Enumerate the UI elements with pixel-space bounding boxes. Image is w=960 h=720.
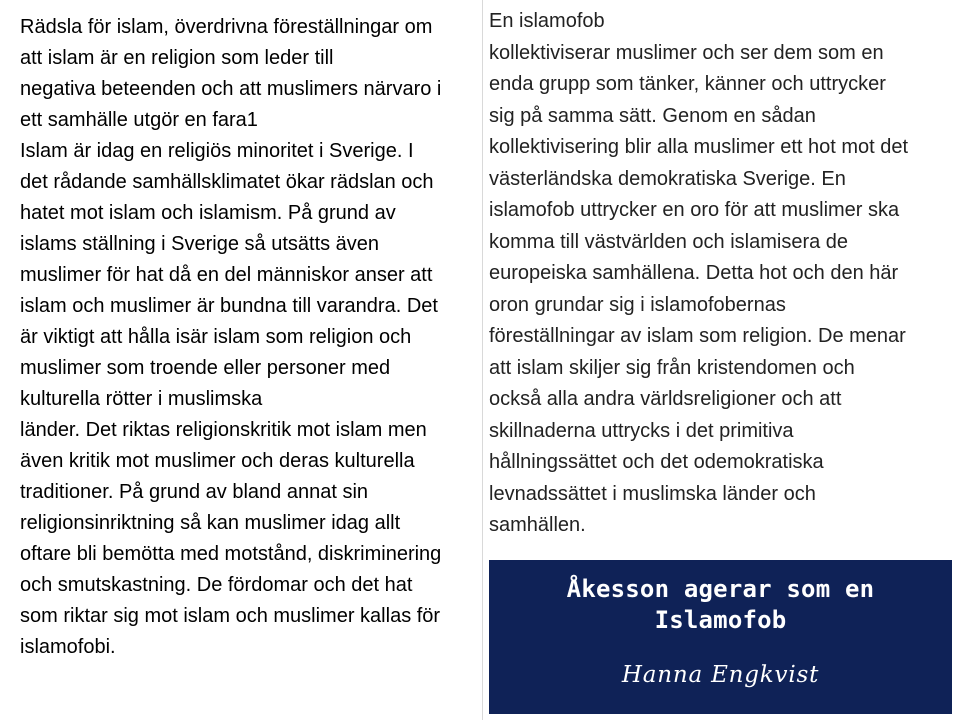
text-line: är viktigt att hålla isär islam som religion och — [20, 326, 412, 348]
text-line: muslimer som troende eller personer med — [20, 357, 391, 379]
text-line: länder. Det riktas religionskritik mot islam men — [20, 419, 427, 441]
text-line: hatet mot islam och islamism. På grund av — [20, 202, 396, 224]
right-text-column — [489, 6, 951, 542]
text-line: även kritik mot muslimer och deras kulturella — [20, 450, 415, 472]
presentation-title — [489, 574, 952, 636]
text-line: En islamofob — [489, 10, 605, 32]
text-line: hållningssättet och det odemokratiska — [489, 451, 824, 473]
text-line: och smutskastning. De fördomar och det hat — [20, 574, 413, 596]
text-line: islamofobi. — [20, 636, 116, 658]
text-line: det rådande samhällsklimatet ökar rädslan och — [20, 171, 434, 193]
text-line: som riktar sig mot islam och muslimer kallas för — [20, 605, 441, 627]
text-line: europeiska samhällena. Detta hot och den här — [489, 262, 899, 284]
text-line: muslimer för hat då en del människor anser att — [20, 264, 433, 286]
title-line: Åkesson agerar som en — [566, 575, 875, 603]
text-line: oftare bli bemötta med motstånd, diskriminering — [20, 543, 442, 565]
column-divider — [482, 0, 483, 720]
text-line: sig på samma sätt. Genom en sådan — [489, 104, 816, 127]
text-line: negativa beteenden och att muslimers närvaro i — [20, 78, 442, 100]
text-line: skillnaderna uttrycks i det primitiva — [489, 419, 794, 442]
author-name: Hanna Engkvist — [621, 662, 820, 688]
text-line: föreställningar av islam som religion. De menar — [489, 325, 906, 347]
text-line: ett samhälle utgör en fara1 — [20, 109, 258, 131]
text-line: levnadssättet i muslimska länder och — [489, 482, 816, 505]
title-line: Islamofob — [654, 606, 787, 634]
text-line: islam och muslimer är bundna till varandra. Det — [20, 295, 438, 317]
text-line: att islam skiljer sig från kristendomen och — [489, 356, 855, 379]
text-line: oron grundar sig i islamofobernas — [489, 293, 786, 316]
text-line: islams ställning i Sverige så utsätts även — [20, 233, 380, 255]
text-line: islamofob uttrycker en oro för att muslimer ska — [489, 199, 900, 221]
text-line: komma till västvärlden och islamisera de — [489, 230, 849, 253]
text-line: västerländska demokratiska Sverige. En — [489, 167, 846, 190]
text-line: kollektivisering blir alla muslimer ett hot mot det — [489, 136, 909, 158]
left-text-column — [20, 12, 482, 663]
text-line: Rädsla för islam, överdrivna föreställningar om — [20, 16, 433, 38]
title-box — [489, 560, 952, 714]
text-line: traditioner. På grund av bland annat sin — [20, 481, 369, 503]
text-line: Islam är idag en religiös minoritet i Sverige. I — [20, 140, 414, 162]
text-line: kulturella rötter i muslimska — [20, 388, 263, 410]
text-line: kollektiviserar muslimer och ser dem som en — [489, 41, 884, 64]
text-line: att islam är en religion som leder till — [20, 47, 334, 69]
text-line: samhällen. — [489, 514, 586, 536]
text-line: också alla andra världsreligioner och att — [489, 388, 842, 410]
text-line: enda grupp som tänker, känner och uttrycker — [489, 73, 886, 95]
text-line: religionsinriktning så kan muslimer idag allt — [20, 512, 401, 534]
